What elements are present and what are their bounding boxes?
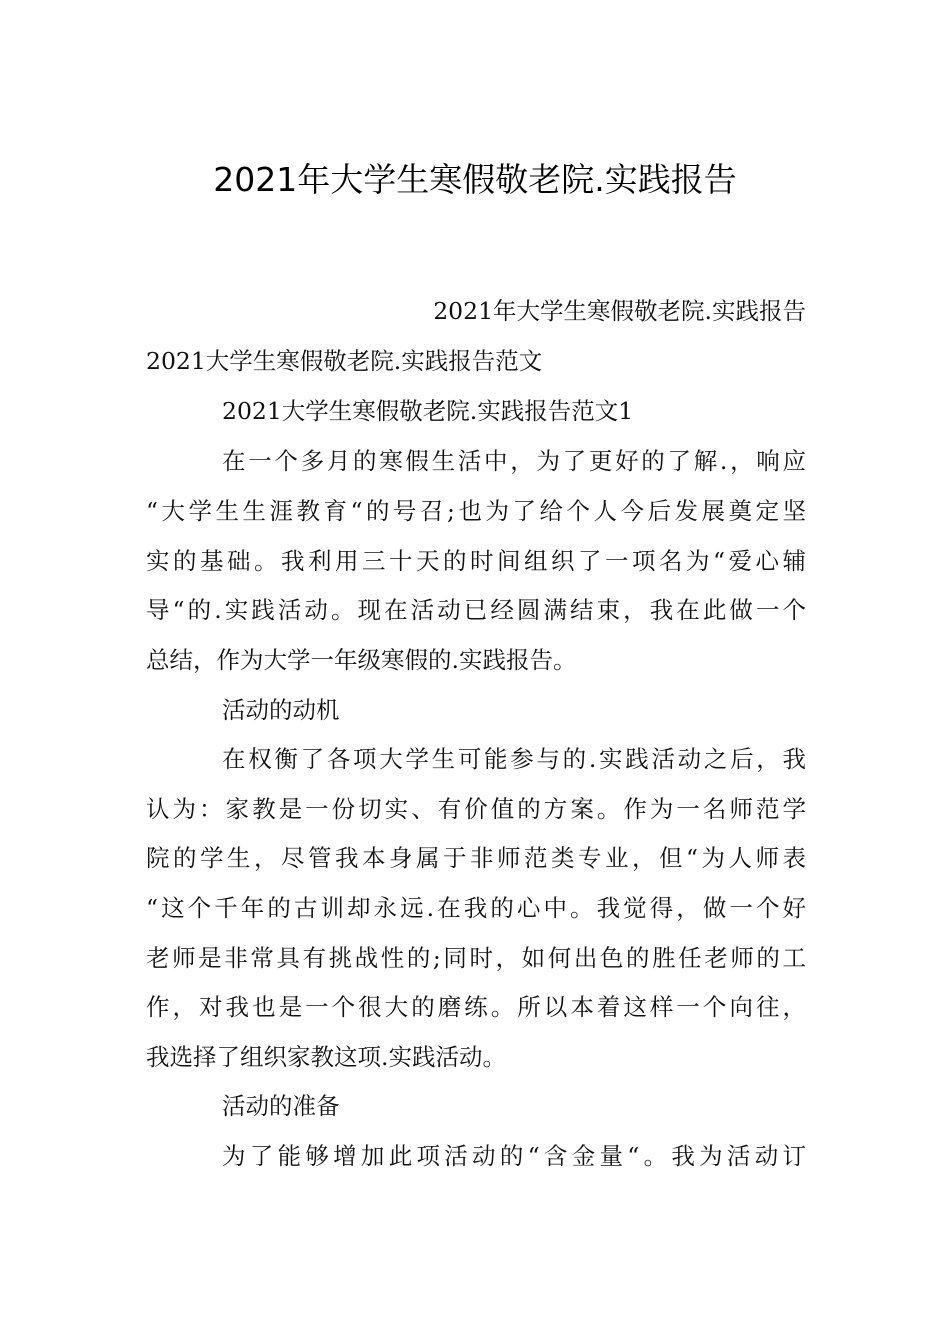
- paragraph-line: 老师是非常具有挑战性的;同时，如何出色的胜任老师的工: [146, 944, 806, 972]
- paragraph-line: 在权衡了各项大学生可能参与的.实践活动之后，我: [222, 745, 806, 773]
- paragraph-line: 总结，作为大学一年级寒假的.实践报告。: [146, 646, 577, 674]
- paragraph-line: 认为：家教是一份切实、有价值的方案。作为一名师范学: [146, 795, 806, 823]
- document-title: 2021年大学生寒假敬老院.实践报告: [213, 160, 737, 199]
- paragraph-line: “大学生生涯教育“的号召;也为了给个人今后发展奠定坚: [146, 497, 806, 525]
- section-heading: 2021大学生寒假敬老院.实践报告范文1: [222, 397, 634, 425]
- paragraph-line: 作，对我也是一个很大的磨练。所以本着这样一个向往，: [146, 993, 806, 1021]
- paragraph-line: 实的基础。我利用三十天的时间组织了一项名为“爱心辅: [146, 547, 806, 575]
- heading-motivation: 活动的动机: [222, 696, 340, 724]
- heading-preparation: 活动的准备: [222, 1092, 340, 1120]
- paragraph-line: 在一个多月的寒假生活中，为了更好的了解.，响应: [222, 447, 806, 475]
- paragraph-line: 为了能够增加此项活动的“含金量“。我为活动订: [222, 1142, 806, 1170]
- subtitle-right: 2021年大学生寒假敬老院.实践报告: [433, 297, 806, 325]
- paragraph-line: 院的学生，尽管我本身属于非师范类专业，但“为人师表: [146, 844, 806, 872]
- paragraph-line: 我选择了组织家教这项.实践活动。: [146, 1043, 506, 1071]
- subtitle-left: 2021大学生寒假敬老院.实践报告范文: [146, 347, 543, 375]
- paragraph-line: 导“的.实践活动。现在活动已经圆满结束，我在此做一个: [146, 596, 806, 624]
- paragraph-line: “这个千年的古训却永远.在我的心中。我觉得，做一个好: [146, 894, 806, 922]
